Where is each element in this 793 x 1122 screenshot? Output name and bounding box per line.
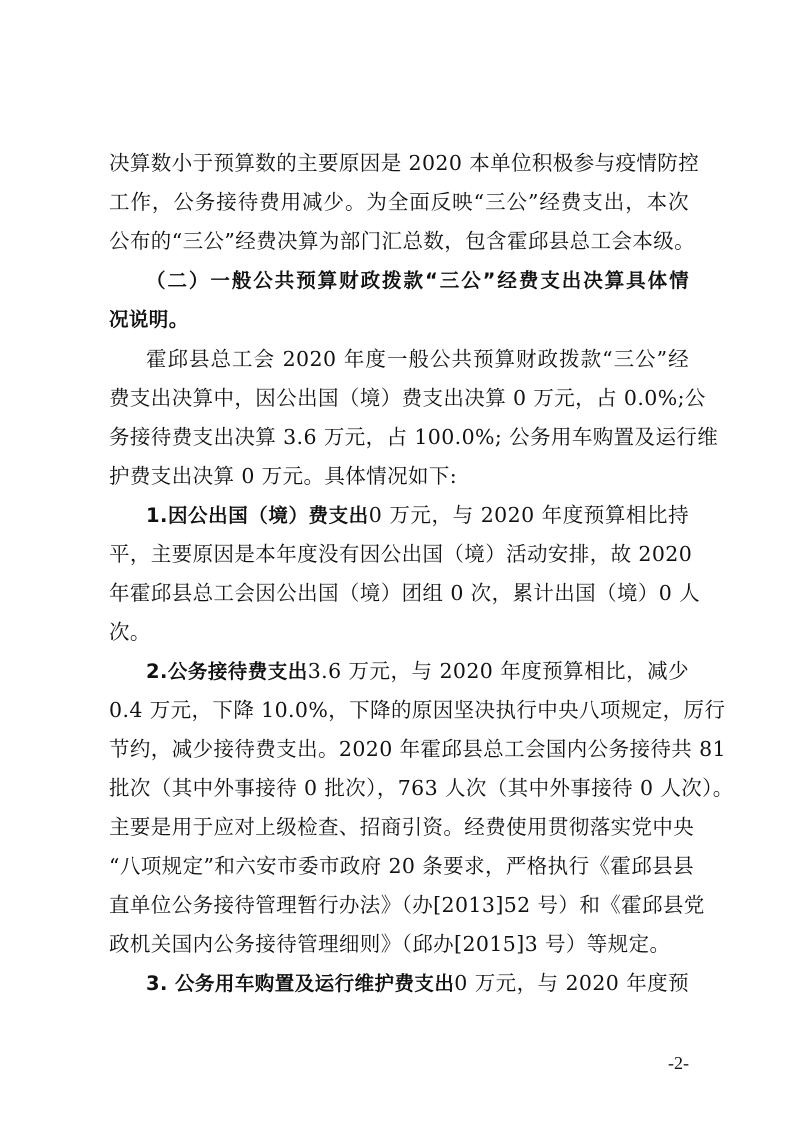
- item-2-title: 2.公务接待费支出: [146, 660, 308, 683]
- body-text-line: 工作，公务接待费用减少。为全面反映“三公”经费支出，本次: [109, 190, 689, 214]
- body-text-line: 费支出决算中，因公出国（境）费支出决算 0 万元，占 0.0%;公: [109, 386, 706, 410]
- item-2-first-line: [146, 652, 689, 690]
- body-text-line: 年霍邱县总工会因公出国（境）团组 0 次，累计出国（境）0 人: [109, 581, 701, 605]
- body-text-line: 节约，减少接待费支出。2020 年霍邱县总工会国内公务接待共 81: [109, 737, 726, 761]
- section-heading: （二）一般公共预算财政拨款“三公”经费支出决算具体情: [146, 269, 689, 292]
- page-number: -2-: [668, 1053, 689, 1073]
- body-text-line: 主要是用于应对上级检查、招商引资。经费使用贯彻落实党中央: [109, 815, 695, 839]
- body-text-line: 0.4 万元，下降 10.0%，下降的原因坚决执行中央八项规定，厉行: [109, 698, 726, 722]
- body-text-line: 务接待费支出决算 3.6 万元，占 100.0%; 公务用车购置及运行维: [109, 425, 719, 449]
- item-3-text: 0 万元，与 2020 年度预: [454, 971, 689, 995]
- item-2-text: 3.6 万元，与 2020 年度预算相比，减少: [307, 659, 689, 683]
- body-text-line: “八项规定”和六安市委市政府 20 条要求，严格执行《霍邱县县: [109, 854, 694, 878]
- body-text-line: 政机关国内公务接待管理细则》（邱办[2015]3 号）等规定。: [109, 932, 671, 956]
- item-1-title: 1.因公出国（境）费支出: [146, 504, 369, 527]
- item-1-text: 0 万元，与 2020 年度预算相比持: [368, 503, 689, 527]
- item-3-title: 3. 公务用车购置及运行维护费支出: [146, 972, 455, 995]
- body-text-line: 公布的“三公”经费决算为部门汇总数，包含霍邱县总工会本级。: [109, 229, 696, 253]
- body-text-line: 霍邱县总工会 2020 年度一般公共预算财政拨款“三公”经: [146, 347, 689, 371]
- body-text-line: 护费支出决算 0 万元。具体情况如下:: [109, 464, 458, 488]
- body-text-line: 次。: [109, 620, 151, 644]
- body-text-line: 平，主要原因是本年度没有因公出国（境）活动安排，故 2020: [109, 542, 693, 566]
- body-text-line: 批次（其中外事接待 0 批次），763 人次（其中外事接待 0 人次）。: [109, 776, 734, 800]
- body-text-line: 直单位公务接待管理暂行办法》（办[2013]52 号）和《霍邱县党: [109, 893, 705, 917]
- section-heading-cont: 况说明。: [109, 308, 189, 331]
- item-3-first-line: [146, 964, 689, 1002]
- item-1-first-line: [146, 496, 689, 534]
- body-text-line: 决算数小于预算数的主要原因是 2020 本单位积极参与疫情防控: [109, 151, 700, 175]
